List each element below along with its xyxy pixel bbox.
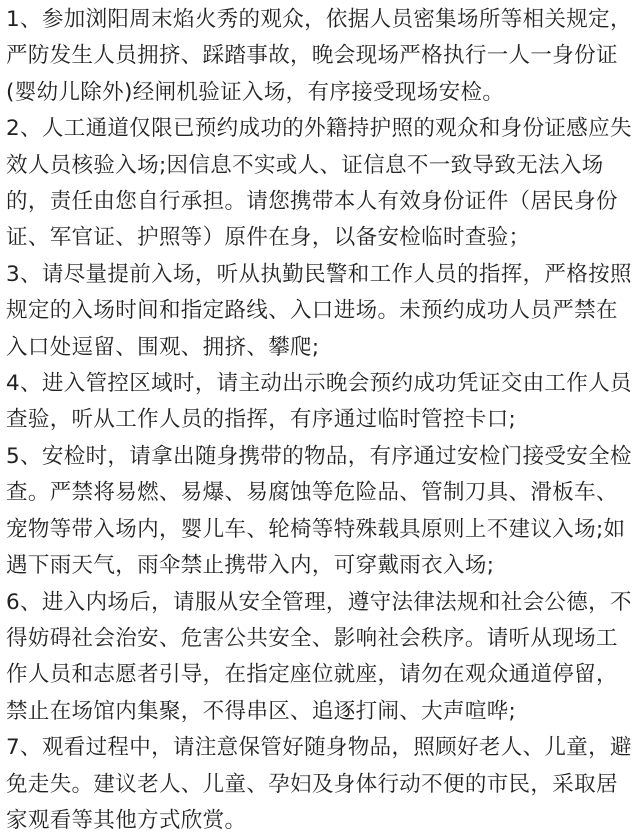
rule-2: 2、人工通道仅限已预约成功的外籍持护照的观众和身份证感应失效人员核验入场;因信息不实或人、证信息不一致导致无法入场的，责任由您自行承担。请您携带本人有效身份证件（居民身份证、军官证、护照等）原件在身，以备安检临时查验； (6, 116, 632, 251)
rule-5: 5、安检时，请拿出随身携带的物品，有序通过安检门接受安全检查。严禁将易燃、易爆、易腐蚀等危险品、管制刀具、滑板车、宠物等带入场内，婴儿车、轮椅等特殊载具原则上不建议入场;如遇下雨天气，雨伞禁止携带入内，可穿戴雨衣入场; (6, 443, 632, 579)
rule-3: 3、请尽量提前入场，听从执勤民警和工作人员的指挥，严格按照规定的入场时间和指定路线、入口进场。未预约成功人员严禁在入口处逗留、围观、拥挤、攀爬; (6, 261, 632, 360)
rule-7: 7、观看过程中，请注意保管好随身物品，照顾好老人、儿童，避免走失。建议老人、儿童、孕妇及身体行动不便的市民，采取居家观看等其他方式欣赏。 (6, 735, 632, 833)
rule-6: 6、进入内场后，请服从安全管理，遵守法律法规和社会公德，不得妨碍社会治安、危害公共安全、影响社会秩序。请听从现场工作人员和志愿者引导，在指定座位就座，请勿在观众通道停留，禁止在场馆内集聚，不得串区、追逐打闹、大声喧哗; (6, 589, 632, 724)
rule-4: 4、进入管控区域时，请主动出示晚会预约成功凭证交由工作人员查验，听从工作人员的指挥，有序通过临时管控卡口; (6, 371, 632, 433)
rule-1: 1、参加浏阳周末焰火秀的观众，依据人员密集场所等相关规定，严防发生人员拥挤、踩踏事故，晚会现场严格执行一人一身份证(婴幼儿除外)经闸机验证入场，有序接受现场安检。 (6, 7, 632, 105)
